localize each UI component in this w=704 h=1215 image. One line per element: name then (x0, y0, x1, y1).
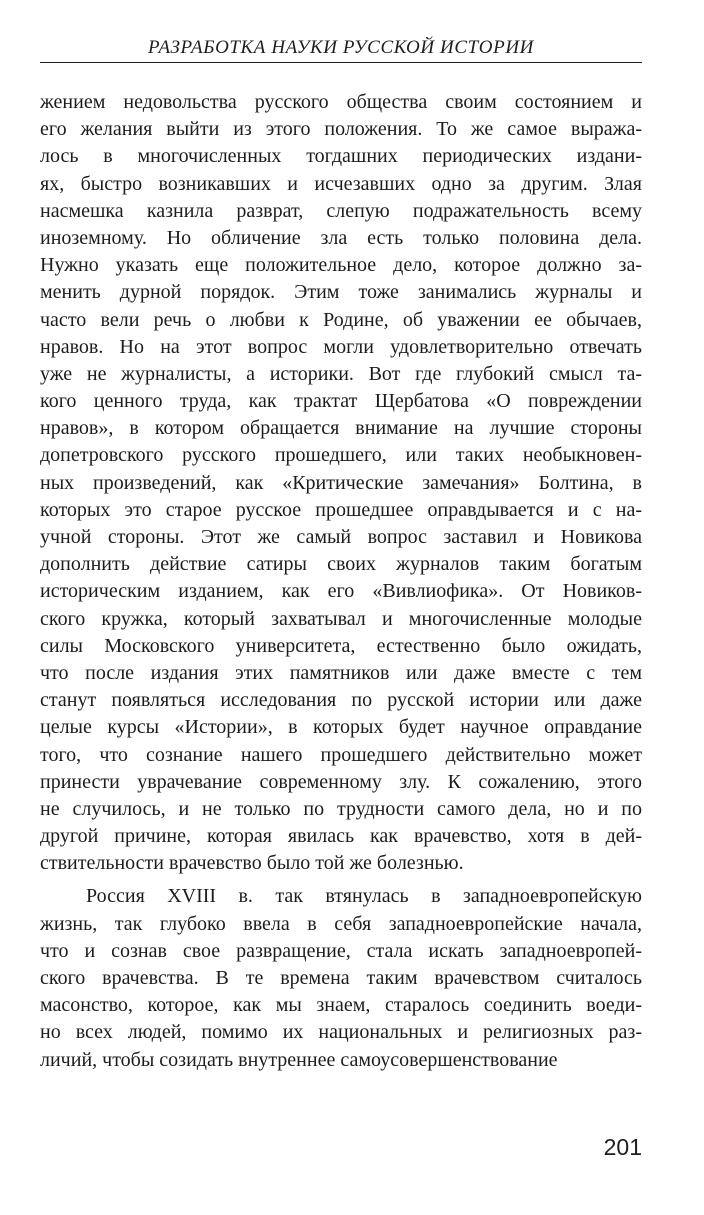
page-number: 201 (603, 1134, 642, 1160)
text-line: иноземному. Но обличение зла есть только половина дела. (40, 226, 642, 249)
text-line: ных произведений, как «Критические замечания» Болтина, в (40, 471, 642, 494)
text-line: учной стороны. Этот же самый вопрос заставил и Новикова (40, 526, 642, 548)
text-line: что после издания этих памятников или даже вместе с тем (40, 661, 642, 684)
text-line: того, что сознание нашего прошедшего действительно может (40, 743, 642, 766)
text-line: менить дурной порядок. Этим тоже занимались журналы и (40, 281, 642, 304)
text-line: допетровского русского прошедшего, или таких необыкновен- (40, 444, 642, 467)
body-text (40, 89, 642, 1074)
text-line: масонство, которое, как мы знаем, старалось соединить воеди- (40, 994, 642, 1017)
text-line: ствительности врачевство было той же болезнью. (40, 852, 464, 875)
text-line: личий, чтобы созидать внутреннее самоусовершенствование (40, 1048, 558, 1071)
text-line: лось в многочисленных тогдашних периодических издани- (40, 145, 642, 168)
running-head: РАЗРАБОТКА НАУКИ РУССКОЙ ИСТОРИИ (148, 37, 534, 58)
text-line: Россия XVIII в. так втянулась в западноевропейскую (86, 885, 642, 908)
text-line: кого ценного труда, как трактат Щербатова «О повреждении (40, 390, 642, 413)
text-line: часто вели речь о любви к Родине, об уважении ее обычаев, (40, 308, 642, 331)
text-line: ях, быстро возникавших и исчезавших одно за другим. Злая (40, 172, 642, 195)
text-line: станут появляться исследования по русской истории или даже (40, 689, 642, 712)
header-rule (40, 62, 642, 63)
text-line: нравов», в котором обращается внимание на лучшие стороны (40, 417, 642, 440)
text-line: жением недовольства русского общества своим состоянием и (40, 91, 642, 113)
text-line: ского врачевства. В те времена таким врачевством считалось (40, 967, 642, 989)
text-line: Нужно указать еще положительное дело, которое должно за- (40, 254, 642, 277)
text-line: принести уврачевание современному злу. К сожалению, этого (40, 770, 642, 793)
text-line: жизнь, так глубоко ввела в себя западноевропейские начала, (40, 912, 642, 935)
text-line: силы Московского университета, естественно было ожидать, (40, 634, 642, 657)
paragraph (40, 89, 642, 877)
text-line: дополнить действие сатиры своих журналов таким богатым (40, 553, 642, 576)
text-line: другой причине, которая явилась как врачевство, хотя в дей- (40, 825, 642, 848)
text-line: его желания выйти из этого положения. То же самое выража- (40, 118, 642, 141)
text-line: но всех людей, помимо их национальных и религиозных раз- (40, 1021, 642, 1044)
text-line: целые курсы «Истории», в которых будет научное оправдание (40, 716, 642, 739)
text-line: которых это старое русское прошедшее оправдывается и с на- (40, 498, 642, 521)
paragraph (40, 883, 642, 1073)
text-line: историческим изданием, как его «Вивлиофика». От Новиков- (40, 580, 642, 603)
text-line: нравов. Но на этот вопрос могли удовлетворительно отвечать (40, 335, 642, 358)
text-line: ского кружка, который захватывал и многочисленные молодые (40, 607, 642, 630)
text-line: не случилось, и не только по трудности самого дела, но и по (40, 797, 642, 820)
text-line: насмешка казнила разврат, слепую подражательность всему (40, 199, 642, 222)
text-line: уже не журналисты, а историки. Вот где глубокий смысл та- (40, 362, 642, 385)
text-line: что и сознав свое развращение, стала искать западноевропей- (40, 939, 642, 962)
